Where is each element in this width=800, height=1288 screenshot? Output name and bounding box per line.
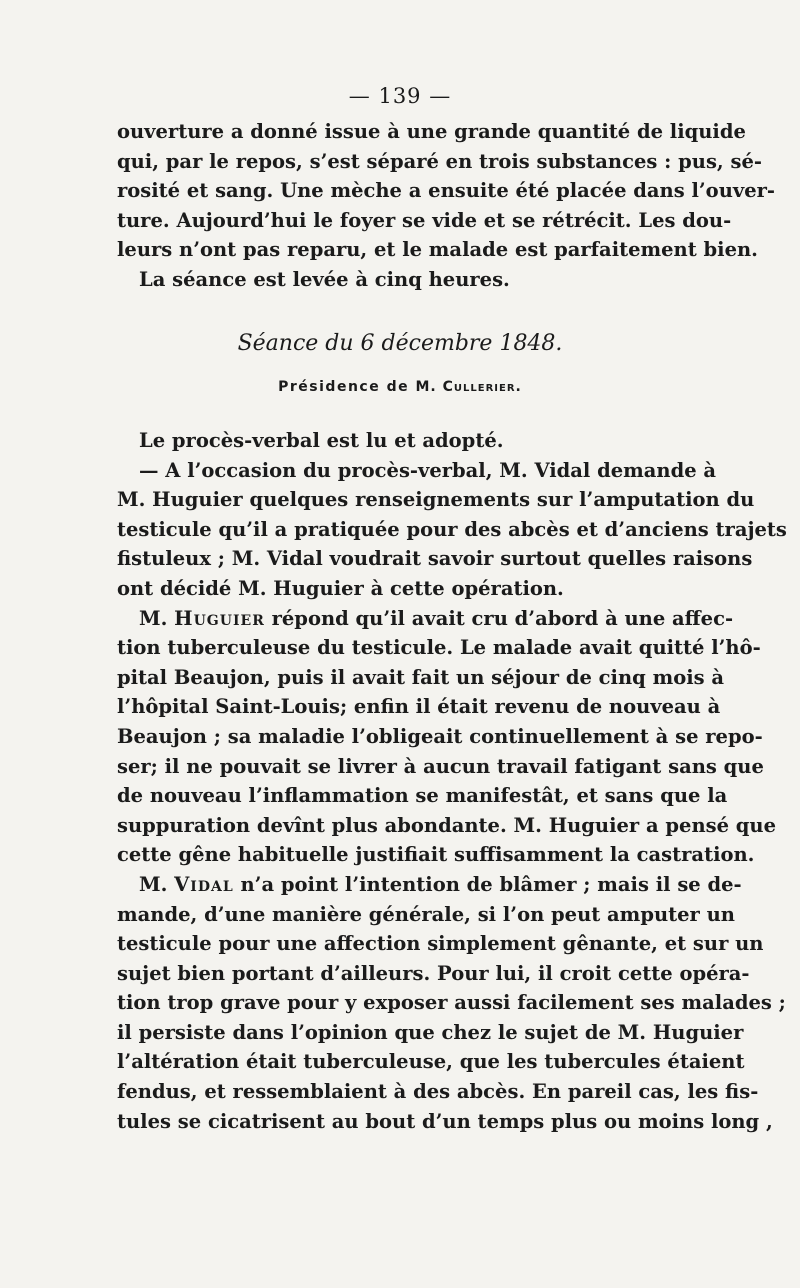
- text-line: testicule qu’il a pratiquée pour des abcès et d’anciens trajets: [117, 517, 787, 541]
- paragraph-3: [117, 604, 777, 870]
- text-line: fendus, et ressemblaient à des abcès. En pareil cas, les fis-: [117, 1080, 759, 1104]
- text-line: n’a point l’intention de blâmer ; mais il se de-: [240, 872, 742, 896]
- paragraph-2: [117, 456, 787, 604]
- text-line: l’altération était tuberculeuse, que les tubercules étaient: [117, 1050, 745, 1074]
- text-line: de nouveau l’inflammation se manifestât, et sans que la: [117, 784, 728, 808]
- text-line: il persiste dans l’opinion que chez le sujet de M. Huguier: [117, 1020, 744, 1044]
- minutes-body: [117, 426, 787, 1136]
- speaker-name: Huguier: [174, 606, 265, 630]
- text-line: répond qu’il avait cru d’abord à une affec-: [271, 606, 734, 630]
- text-line: leurs n’ont pas reparu, et le malade est parfaitement bien.: [117, 238, 758, 262]
- text-line: tion tuberculeuse du testicule. Le malade avait quitté l’hô-: [117, 636, 761, 660]
- text-line: pital Beaujon, puis il avait fait un séjour de cinq mois à: [117, 665, 725, 689]
- text-line: M. Huguier quelques renseignements sur l’amputation du: [117, 488, 755, 512]
- session-title: Séance du 6 décembre 1848.: [237, 331, 563, 356]
- text-line: — A l’occasion du procès-verbal, M. Vidal demande à: [139, 458, 717, 482]
- text-line: ture. Aujourd’hui le foyer se vide et se rétrécit. Les dou-: [117, 208, 732, 232]
- text-line: ouverture a donné issue à une grande quantité de liquide: [117, 120, 746, 143]
- presidence-prefix: Présidence de: [278, 379, 410, 395]
- presidence-line: [0, 379, 800, 395]
- text-line: Beaujon ; sa maladie l’obligeait continuellement à se repo-: [117, 724, 763, 748]
- paragraph-1: [117, 426, 670, 456]
- text-line: ont décidé M. Huguier à cette opération.: [117, 576, 564, 600]
- speaker-name: Vidal: [174, 872, 234, 896]
- speaker-prefix: M.: [139, 872, 168, 896]
- text-line: suppuration devînt plus abondante. M. Huguier a pensé que: [117, 813, 777, 837]
- text-line: l’hôpital Saint-Louis; enfin il était revenu de nouveau à: [117, 695, 721, 719]
- text-line: cette gêne habituelle justifiait suffisamment la castration.: [117, 843, 755, 867]
- text-line: rosité et sang. Une mèche a ensuite été placée dans l’ouver-: [117, 179, 775, 203]
- page-number: — 139 —: [348, 84, 452, 108]
- text-line: mande, d’une manière générale, si l’on peut amputer un: [117, 902, 735, 926]
- text-line: qui, par le repos, s’est séparé en trois substances : pus, sé-: [117, 149, 762, 173]
- text-line: fistuleux ; M. Vidal voudrait savoir surtout quelles raisons: [117, 547, 753, 571]
- text-line: tion trop grave pour y exposer aussi facilement ses malades ;: [117, 991, 786, 1015]
- closing-line: La séance est levée à cinq heures.: [139, 267, 510, 291]
- text-line: testicule pour une affection simplement gênante, et sur un: [117, 932, 764, 956]
- presidence-name: M. Cullerier.: [415, 379, 522, 395]
- text-line: Le procès-verbal est lu et adopté.: [139, 429, 504, 452]
- text-line: ser; il ne pouvait se livrer à aucun travail fatigant sans que: [117, 754, 764, 778]
- top-paragraph: [117, 117, 775, 295]
- text-line: tules se cicatrisent au bout d’un temps plus ou moins long ,: [117, 1109, 773, 1133]
- text-line: sujet bien portant d’ailleurs. Pour lui, il croit cette opéra-: [117, 961, 750, 985]
- paragraph-4: [117, 870, 786, 1136]
- speaker-prefix: M.: [139, 606, 168, 630]
